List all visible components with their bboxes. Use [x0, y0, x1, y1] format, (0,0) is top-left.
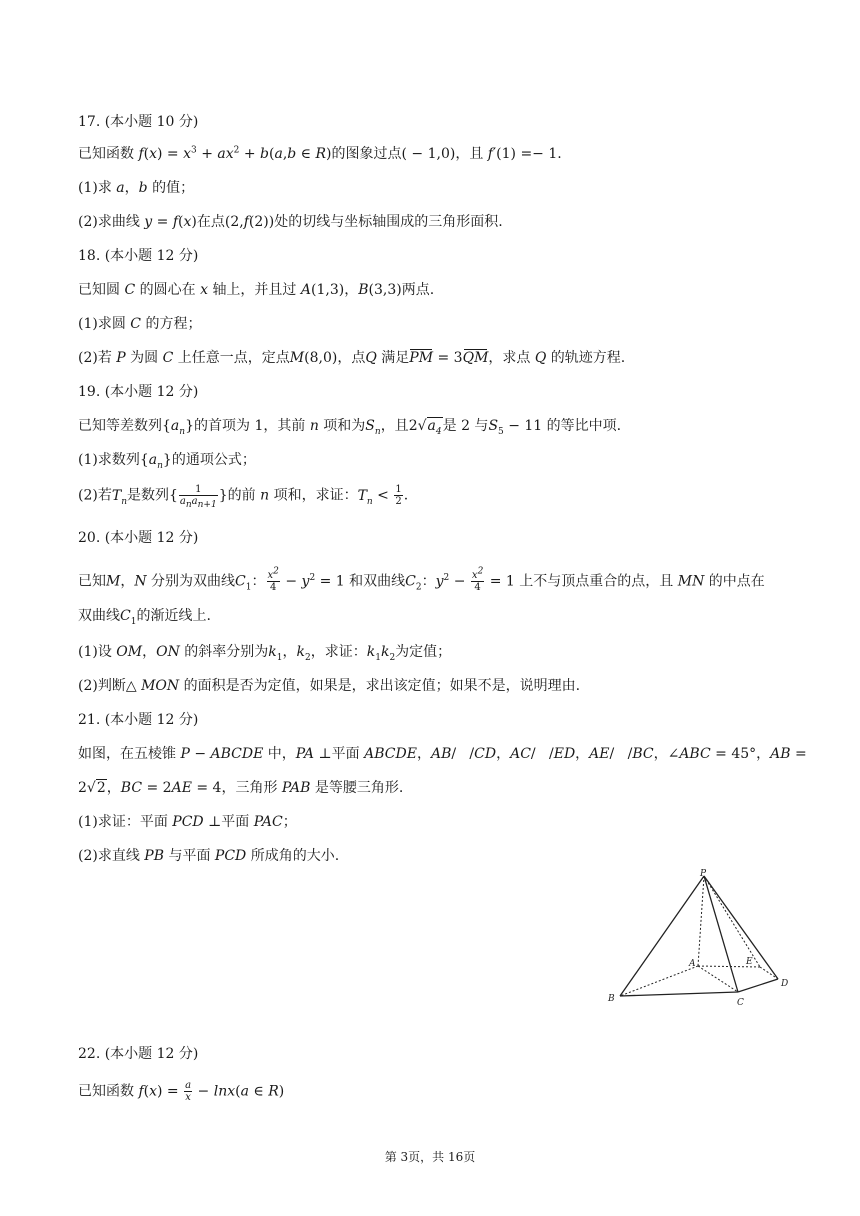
q20-header: 20. (本小题 12 分)	[78, 530, 199, 546]
q21-part2: (2)求直线 PB 与平面 PCD 所成角的大小.	[78, 848, 340, 864]
q22-stem: 已知函数 f(x) = $\frac{a}{x}$ − lnx(a ∈ R)	[78, 1080, 285, 1103]
q19-part1: (1)求数列$\{a_n\}$的通项公式；	[78, 452, 256, 471]
q21-stem-cont: 2√2，BC = 2AE = 4，三角形 PAB 是等腰三角形.	[78, 780, 404, 796]
q21-header: 21. (本小题 12 分)	[78, 712, 199, 728]
edge-ED	[760, 967, 778, 979]
q17-part2: (2)求曲线 y = f(x)在点(2,f(2))处的切线与坐标轴围成的三角形面积.	[78, 214, 503, 230]
q20-part2: (2)判断△ MON 的面积是否为定值，如果是，求出该定值；如果不是，说明理由.	[78, 678, 581, 694]
edge-PE	[704, 876, 760, 967]
q18-part1: (1)求圆 C 的方程；	[78, 316, 202, 332]
edge-PC	[704, 876, 738, 992]
edge-CD	[738, 979, 778, 992]
label-B: B	[608, 994, 615, 1004]
q20-stem-cont: 双曲线$C_1$的渐近线上.	[78, 608, 211, 627]
edge-PA	[698, 876, 704, 966]
pyramid-figure	[600, 868, 800, 1018]
edge-PD	[704, 876, 778, 979]
edge-AB	[620, 966, 698, 996]
q17-part1: (1)求 a，b 的值；	[78, 180, 195, 196]
q22-header: 22. (本小题 12 分)	[78, 1046, 199, 1062]
edge-PB	[620, 876, 704, 996]
label-D: D	[781, 979, 789, 989]
q19-part2: (2)若$T_n$是数列{ $\frac{1}{a_na_{n+1}}$ }的前 n 项和，求证：$T_n$ < $\frac{1}{2}$ .	[78, 484, 409, 510]
q21-stem: 如图，在五棱锥 P − ABCDE 中，PA ⊥平面 ABCDE，AB/ /CD，AC/ /ED，AE/ /BC，∠ABC = 45°，AB =	[78, 746, 807, 762]
label-A: A	[689, 959, 696, 969]
q21-part1: (1)求证：平面 PCD ⊥平面 PAC；	[78, 814, 297, 830]
q20-part1: (1)设 OM，ON 的斜率分别为$k_1$，$k_2$，求证：$k_1k_2$为定值；	[78, 644, 452, 663]
q19-header: 19. (本小题 12 分)	[78, 384, 199, 400]
q20-stem: 已知M，N 分别为双曲线$C_1$： $\frac{x^2}{4}$ − $y^2 = 1$ 和双曲线$C_2$：$y^2$ − $\frac{x^2}{4}$ = 1 上不与顶点重合的点，且 MN 的中点在	[78, 566, 765, 593]
label-P: P	[700, 869, 707, 879]
q19-stem: 已知等差数列$\{a_n\}$的首项为 1，其前 n 项和为$S_n$，且$2√a_4$是 2 与$S_5 - 11$ 的等比中项.	[78, 418, 622, 437]
label-C: C	[737, 998, 744, 1008]
page-footer: 第 3页，共 16页	[384, 1150, 476, 1164]
q18-header: 18. (本小题 12 分)	[78, 248, 199, 264]
label-E: E	[746, 957, 753, 967]
q18-stem: 已知圆 C 的圆心在 x 轴上，并且过 A(1,3)，B(3,3)两点.	[78, 282, 435, 298]
q18-part2: (2)若 P 为圆 C 上任意一点，定点M(8,0)，点Q 满足PM = 3QM，求点 Q 的轨迹方程.	[78, 350, 626, 366]
edge-BC	[620, 992, 738, 996]
q17-stem: 已知函数 $f(x) = x^3 + ax^2 + b(a,b$ ∈ R)的图象过点( − 1,0)，且 f′(1) =− 1.	[78, 145, 562, 162]
q17-header: 17. (本小题 10 分)	[78, 114, 199, 130]
